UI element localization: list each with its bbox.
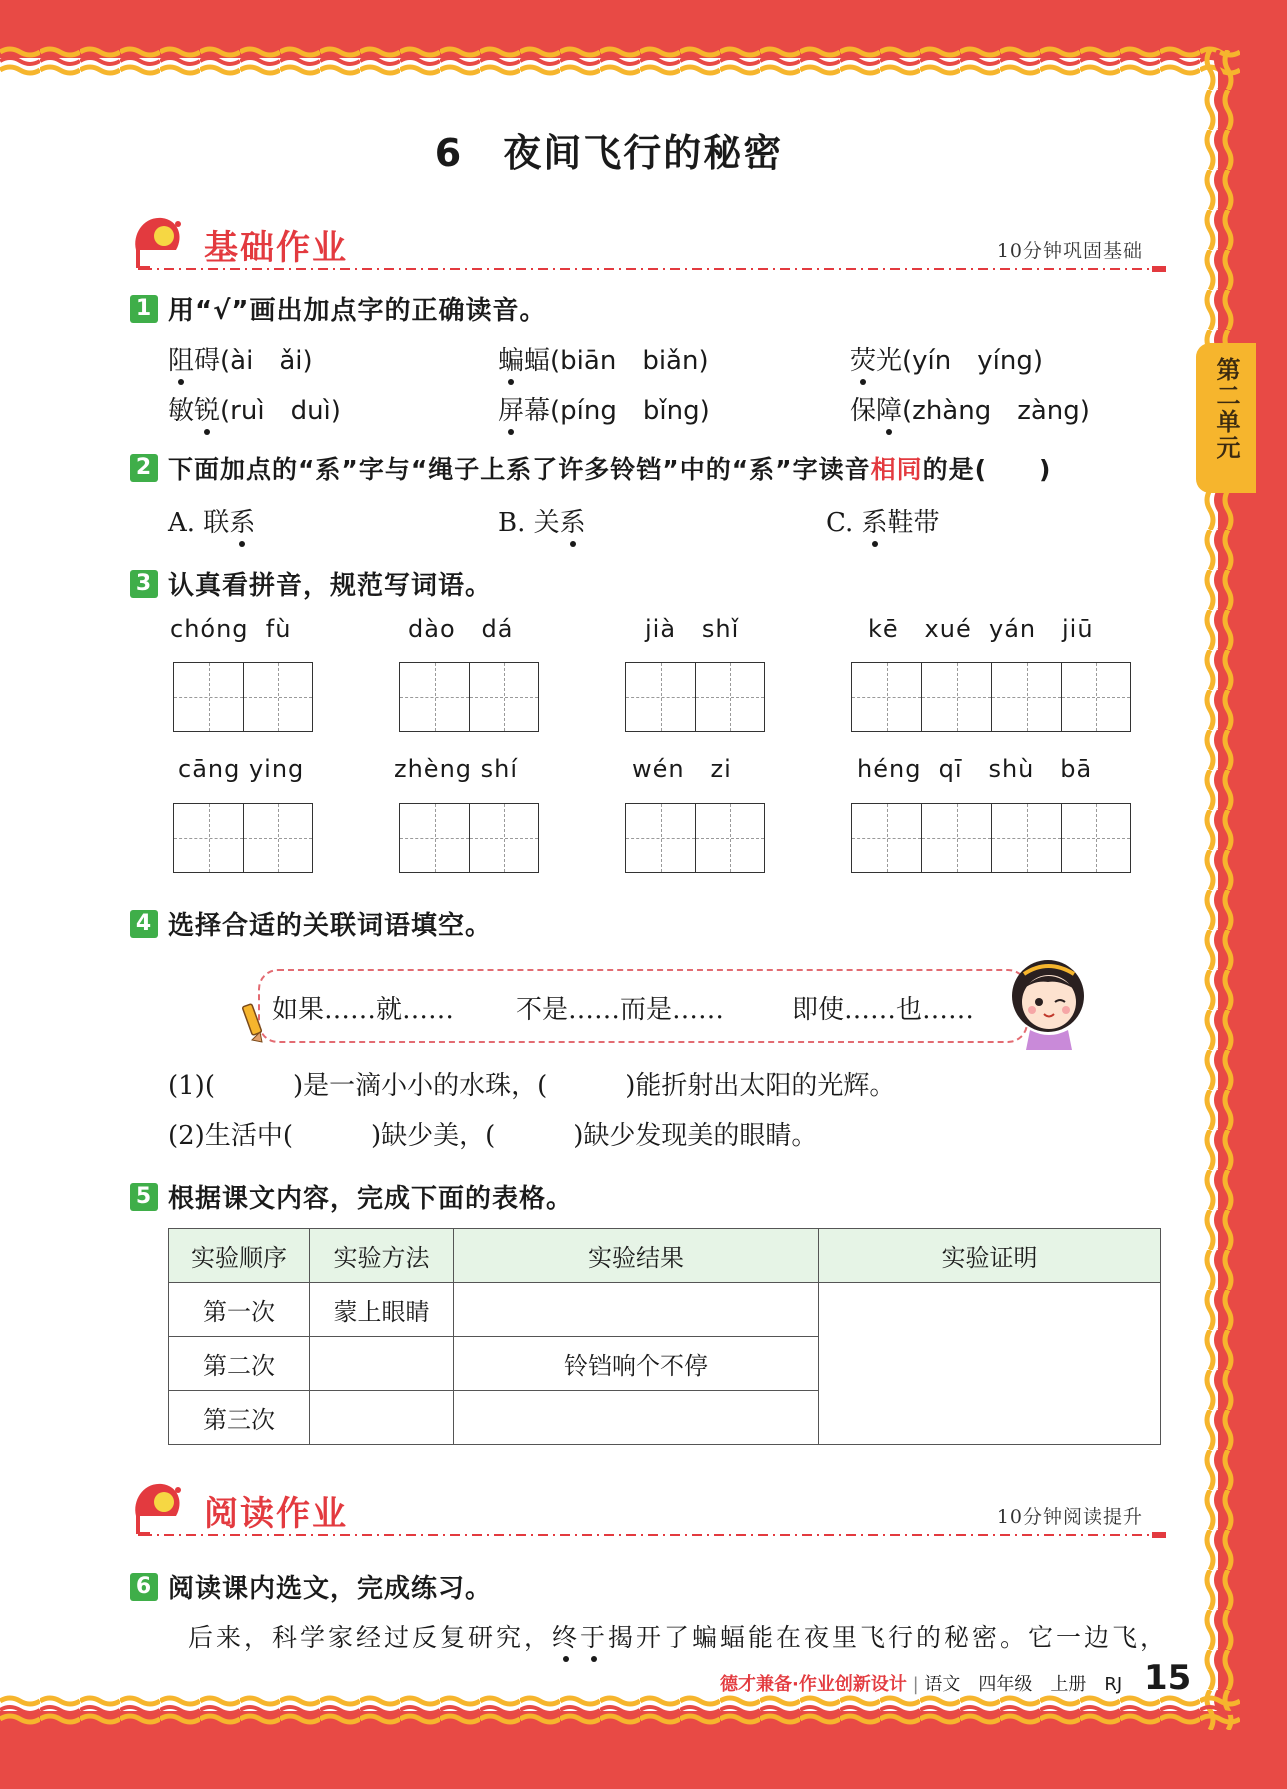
table-row <box>169 1283 1161 1337</box>
table-header-row <box>169 1229 1161 1283</box>
page-footer: 德才兼备·作业创新设计 | 语文 四年级 上册 RJ 15 <box>720 1658 1192 1698</box>
lamp-icon <box>128 210 190 272</box>
top-wave-border <box>0 46 1240 80</box>
question-number: 5 <box>130 1183 158 1211</box>
section-subtitle-basic: 10分钟巩固基础 <box>996 240 1143 262</box>
section-divider <box>142 1532 1167 1538</box>
table-cell[interactable]: 蒙上眼睛 <box>310 1283 454 1337</box>
section-divider <box>142 266 1167 272</box>
question-text: 认真看拼音，规范写词语。 <box>168 571 493 601</box>
table-header: 实验方法 <box>310 1229 454 1283</box>
q1-item-6[interactable]: 保障(zhàng zàng) <box>850 390 1090 427</box>
section-header-basic <box>128 210 1173 280</box>
q1-item-2[interactable]: 蝙蝠(biān biǎn) <box>498 340 709 377</box>
section-title-reading: 阅读作业 <box>204 1494 348 1534</box>
pinyin-label: dào dá <box>408 615 514 643</box>
writing-grid[interactable] <box>399 662 539 732</box>
writing-grid[interactable] <box>851 803 1131 873</box>
question-1 <box>130 290 547 327</box>
table-cell[interactable] <box>454 1283 819 1337</box>
table-header: 实验顺序 <box>169 1229 310 1283</box>
pencil-icon <box>240 1002 268 1046</box>
writing-grid[interactable] <box>399 803 539 873</box>
question-number: 2 <box>130 454 158 482</box>
table-cell: 第二次 <box>169 1337 310 1391</box>
question-number: 1 <box>130 295 158 323</box>
question-4 <box>130 905 492 942</box>
page-number: 15 <box>1144 1658 1192 1698</box>
table-cell: 第一次 <box>169 1283 310 1337</box>
question-text: 用“√”画出加点字的正确读音。 <box>168 296 547 326</box>
question-text: 下面加点的“系”字与“绳子上系了许多铃铛”中的“系”字读音 <box>168 455 871 484</box>
q2-option-b[interactable]: B. 关系 <box>498 502 586 539</box>
table-cell[interactable]: 铃铛响个不停 <box>454 1337 819 1391</box>
lamp-icon <box>128 1476 190 1538</box>
conjunction-option: 不是……而是…… <box>516 995 725 1025</box>
question-text: 阅读课内选文，完成练习。 <box>168 1574 493 1604</box>
pinyin-label: wén zi <box>632 755 732 783</box>
right-wave-border <box>1204 50 1238 1730</box>
pinyin-label: zhèng shí <box>394 755 519 783</box>
question-6 <box>130 1568 492 1605</box>
writing-grid[interactable] <box>173 803 313 873</box>
question-text: 根据课文内容，完成下面的表格。 <box>168 1184 574 1214</box>
pinyin-label: cāng ying <box>178 755 305 783</box>
table-cell[interactable] <box>454 1391 819 1445</box>
writing-grid[interactable] <box>851 662 1131 732</box>
table-cell[interactable] <box>310 1391 454 1445</box>
table-cell[interactable] <box>310 1337 454 1391</box>
table-cell: 第三次 <box>169 1391 310 1445</box>
conjunction-option: 如果……就…… <box>272 995 455 1025</box>
section-title-basic: 基础作业 <box>204 228 348 268</box>
writing-grid[interactable] <box>173 662 313 732</box>
q4-line-2[interactable]: (2)生活中( )缺少美，( )缺少发现美的眼睛。 <box>168 1121 818 1151</box>
section-header-reading <box>128 1476 1173 1546</box>
writing-grid[interactable] <box>625 662 765 732</box>
table-cell-proof[interactable] <box>819 1283 1161 1445</box>
table-header: 实验证明 <box>819 1229 1161 1283</box>
q1-item-5[interactable]: 屏幕(píng bǐng) <box>498 390 710 427</box>
question-text-end: 的是( ) <box>922 455 1052 484</box>
conjunction-option: 即使……也…… <box>792 995 975 1025</box>
reading-passage: 后来，科学家经过反复研究，终于揭开了蝙蝠能在夜里飞行的秘密。它一边飞， <box>188 1618 1168 1654</box>
table-header: 实验结果 <box>454 1229 819 1283</box>
question-3 <box>130 565 492 602</box>
girl-cartoon-icon <box>1000 952 1098 1052</box>
question-5 <box>130 1178 573 1215</box>
q1-item-1[interactable]: 阻碍(ài ǎi) <box>168 340 313 377</box>
question-number: 4 <box>130 910 158 938</box>
pinyin-label: kē xué yán jiū <box>868 615 1094 643</box>
q2-option-a[interactable]: A. 联系 <box>168 502 255 539</box>
writing-grid[interactable] <box>625 803 765 873</box>
unit-tab[interactable] <box>1196 343 1256 493</box>
pinyin-label: chóng fù <box>170 615 292 643</box>
question-text-highlight: 相同 <box>870 455 923 484</box>
conjunction-word-box <box>258 969 1028 1043</box>
question-number: 3 <box>130 570 158 598</box>
q1-item-4[interactable]: 敏锐(ruì duì) <box>168 390 341 427</box>
question-text: 选择合适的关联词语填空。 <box>168 911 493 941</box>
q2-option-c[interactable]: C. 系鞋带 <box>826 502 940 539</box>
q1-item-3[interactable]: 荧光(yín yíng) <box>850 340 1043 377</box>
question-number: 6 <box>130 1573 158 1601</box>
pinyin-label: jià shǐ <box>645 615 740 643</box>
page-title: 6 夜间飞行的秘密 <box>434 131 784 175</box>
unit-tab-label: 第二单元 <box>1212 357 1240 461</box>
bottom-wave-border <box>0 1695 1240 1729</box>
q4-line-1[interactable]: (1)( )是一滴小小的水珠，( )能折射出太阳的光辉。 <box>168 1071 896 1101</box>
experiment-table <box>168 1228 1161 1445</box>
question-2 <box>130 450 1051 486</box>
footer-brand: 德才兼备·作业创新设计 <box>720 1674 907 1695</box>
footer-info: 语文 四年级 上册 RJ <box>924 1674 1123 1695</box>
pinyin-label: héng qī shù bā <box>857 755 1093 783</box>
section-subtitle-reading: 10分钟阅读提升 <box>996 1506 1143 1528</box>
